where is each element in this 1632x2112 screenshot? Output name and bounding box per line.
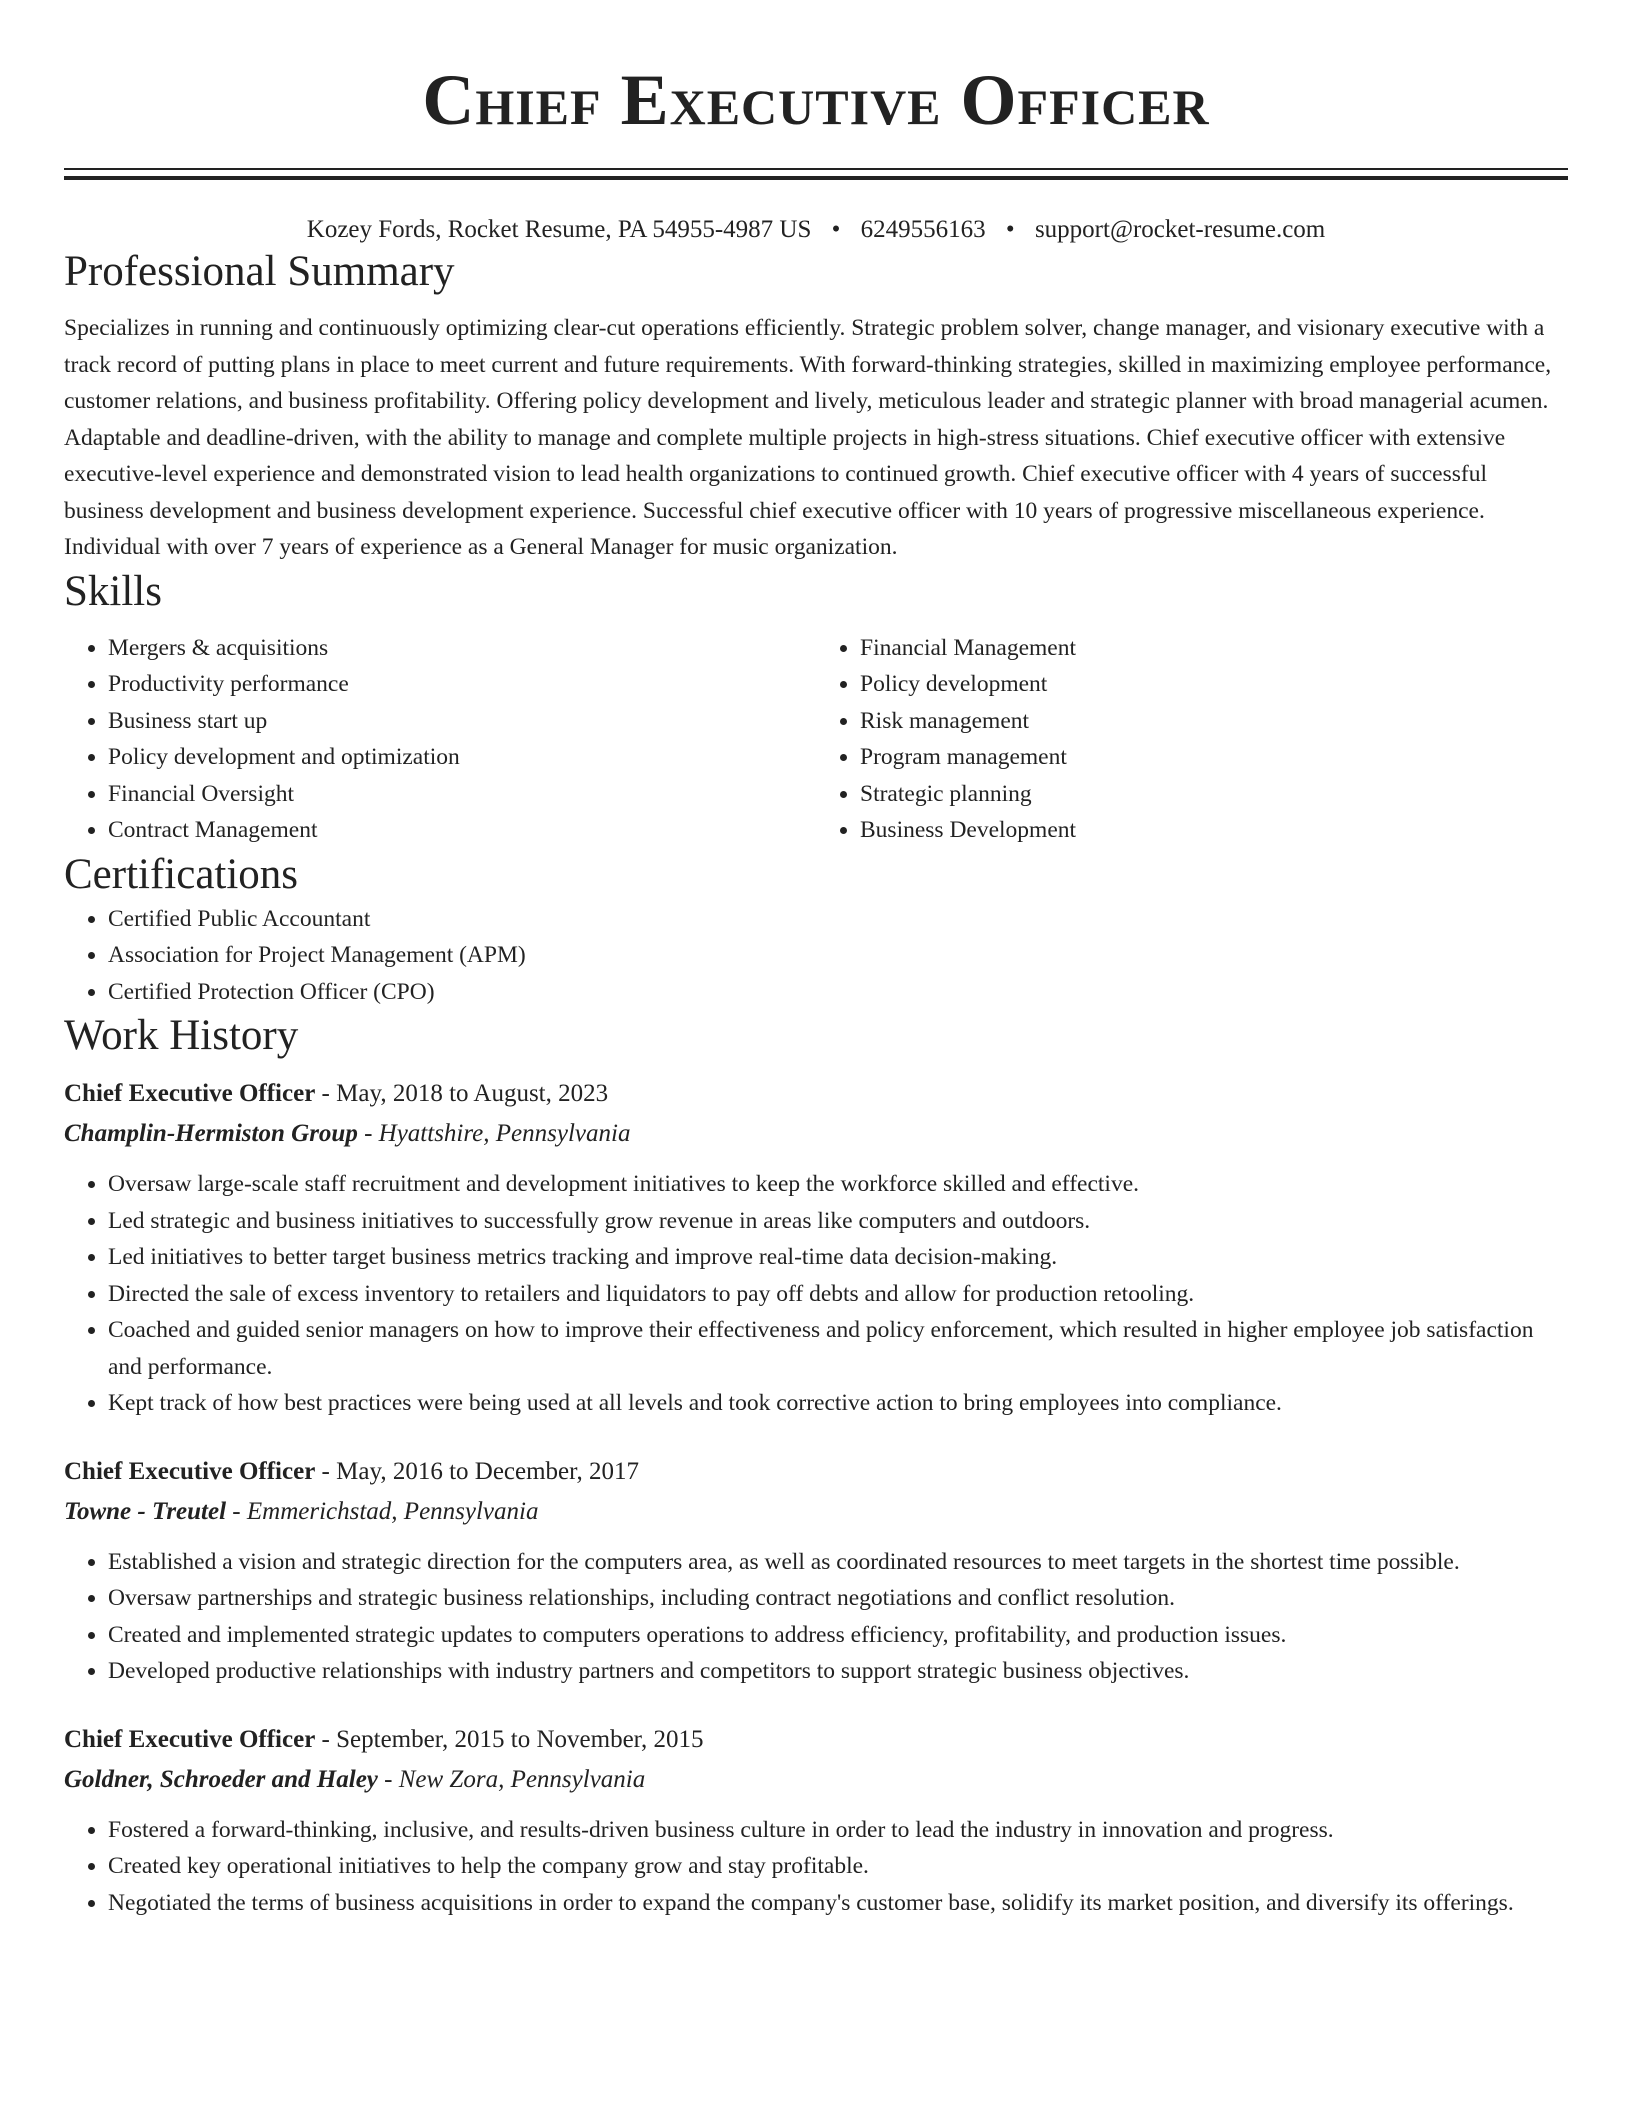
certifications-heading: Certifications bbox=[64, 850, 299, 898]
job-dash: - bbox=[315, 1080, 337, 1107]
summary-text: Specializes in running and continuously optimizing clear-cut operations efficiently. Strategic problem solver, change manager, and visionary executive with a track record of putting plans in place to meet current and future requirements. With forward-thinking strategies, skilled in maximizing employee performance, customer relations, and business profitability. Offering policy development and lively, meticulous leader and strategic planner with broad managerial acumen. Adaptable and deadline-driven, with the ability to manage and complete multiple projects in high-stress situations. Chief executive officer with extensive executive-level experience and demonstrated vision to lead health organizations to continued growth. Chief executive officer with 4 years of successful business development and business development experience. Successful chief executive officer with 10 years of progressive miscellaneous experience. Individual with over 7 years of experience as a General Manager for music organization. bbox=[64, 315, 1552, 560]
contact-line bbox=[64, 214, 1568, 246]
skills-heading: Skills bbox=[64, 567, 162, 615]
skills-columns bbox=[64, 630, 1568, 849]
certifications-list bbox=[64, 901, 1568, 1011]
job-duties-list bbox=[64, 1544, 1568, 1690]
skill-item: • Financial Management bbox=[860, 630, 1568, 667]
job-role: Chief Executive Officer bbox=[64, 1725, 316, 1753]
skill-item: • Business Development bbox=[860, 812, 1568, 849]
job-title-line bbox=[64, 1452, 1568, 1492]
certification-item: • Certified Protection Officer (CPO) bbox=[108, 974, 1568, 1011]
job-dash: - bbox=[315, 1725, 337, 1753]
job-duty: • Established a vision and strategic direction for the computers area, as well as coordinated resources to meet targets in the shortest time possible. bbox=[108, 1544, 1568, 1581]
skill-item: • Policy development bbox=[860, 666, 1568, 703]
job-duties-list bbox=[64, 1812, 1568, 1922]
job-entry bbox=[64, 1720, 1568, 1922]
title-divider bbox=[64, 168, 1568, 180]
skill-item: • Business start up bbox=[108, 703, 816, 740]
job-duty: • Coached and guided senior managers on how to improve their effectiveness and policy enforcement, which resulted in higher employee job satisfaction and performance. bbox=[108, 1312, 1568, 1385]
job-duty: • Negotiated the terms of business acquisitions in order to expand the company's customer base, solidify its market position, and diversify its offerings. bbox=[108, 1885, 1568, 1922]
job-dates: September, 2015 to November, 2015 bbox=[336, 1725, 704, 1753]
job-location: New Zora, Pennsylvania bbox=[398, 1765, 646, 1793]
skill-item: • Policy development and optimization bbox=[108, 739, 816, 776]
job-dash: - bbox=[226, 1497, 247, 1525]
job-duty: • Oversaw large-scale staff recruitment and development initiatives to keep the workforce skilled and effective. bbox=[108, 1166, 1568, 1203]
job-company: Champlin-Hermiston Group bbox=[64, 1120, 358, 1147]
job-company-line bbox=[64, 1114, 1568, 1154]
job-dash: - bbox=[315, 1457, 337, 1485]
job-company: Towne - Treutel bbox=[64, 1497, 227, 1525]
job-company-line bbox=[64, 1760, 1568, 1800]
skill-item: • Financial Oversight bbox=[108, 776, 816, 813]
contact-address: Kozey Fords, Rocket Resume, PA 54955-4987 US bbox=[306, 216, 812, 243]
job-duty: • Led strategic and business initiatives to successfully grow revenue in areas like computers and outdoors. bbox=[108, 1203, 1568, 1240]
job-duty: • Led initiatives to better target business metrics tracking and improve real-time data decision-making. bbox=[108, 1239, 1568, 1276]
contact-phone[interactable]: 6249556163 bbox=[860, 216, 986, 243]
job-dates: May, 2016 to December, 2017 bbox=[336, 1457, 639, 1485]
job-duty: • Created and implemented strategic updates to computers operations to address efficiency, profitability, and production issues. bbox=[108, 1617, 1568, 1654]
resume-title: Chief Executive Officer bbox=[422, 60, 1210, 140]
job-duty: • Fostered a forward-thinking, inclusive, and results-driven business culture in order to lead the industry in innovation and progress. bbox=[108, 1812, 1568, 1849]
contact-email[interactable]: support@rocket-resume.com bbox=[1034, 216, 1326, 243]
job-duty: • Oversaw partnerships and strategic business relationships, including contract negotiations and conflict resolution. bbox=[108, 1580, 1568, 1617]
summary-heading: Professional Summary bbox=[64, 248, 455, 295]
skill-item: • Contract Management bbox=[108, 812, 816, 849]
job-duty: • Created key operational initiatives to help the company grow and stay profitable. bbox=[108, 1848, 1568, 1885]
skill-item: • Risk management bbox=[860, 703, 1568, 740]
job-company-line bbox=[64, 1492, 1568, 1532]
contact-separator: • bbox=[1005, 216, 1015, 243]
job-location: Hyattshire, Pennsylvania bbox=[378, 1120, 631, 1147]
certification-item: • Association for Project Management (APM) bbox=[108, 937, 1568, 974]
job-duty: • Developed productive relationships with industry partners and competitors to support strategic business objectives. bbox=[108, 1653, 1568, 1690]
skills-list-left bbox=[64, 630, 816, 849]
job-role: Chief Executive Officer bbox=[64, 1080, 316, 1107]
job-duties-list bbox=[64, 1166, 1568, 1422]
certification-item: • Certified Public Accountant bbox=[108, 901, 1568, 938]
job-title-line bbox=[64, 1720, 1568, 1760]
job-company: Goldner, Schroeder and Haley bbox=[64, 1765, 378, 1793]
skill-item: • Productivity performance bbox=[108, 666, 816, 703]
job-role: Chief Executive Officer bbox=[64, 1457, 316, 1485]
job-duty: • Directed the sale of excess inventory to retailers and liquidators to pay off debts and allow for production retooling. bbox=[108, 1276, 1568, 1313]
job-dash: - bbox=[377, 1765, 399, 1793]
work-history-heading: Work History bbox=[64, 1012, 299, 1059]
job-entry bbox=[64, 1074, 1568, 1422]
skill-item: • Strategic planning bbox=[860, 776, 1568, 813]
job-dash: - bbox=[357, 1120, 379, 1147]
skill-item: • Program management bbox=[860, 739, 1568, 776]
skills-list-right bbox=[816, 630, 1568, 849]
job-location: Emmerichstad, Pennsylvania bbox=[246, 1497, 539, 1525]
contact-separator: • bbox=[831, 216, 841, 243]
job-duty: • Kept track of how best practices were being used at all levels and took corrective action to bring employees into compliance. bbox=[108, 1385, 1568, 1422]
skill-item: • Mergers & acquisitions bbox=[108, 630, 816, 667]
job-dates: May, 2018 to August, 2023 bbox=[336, 1080, 609, 1107]
job-title-line bbox=[64, 1074, 1568, 1114]
job-entry bbox=[64, 1452, 1568, 1690]
